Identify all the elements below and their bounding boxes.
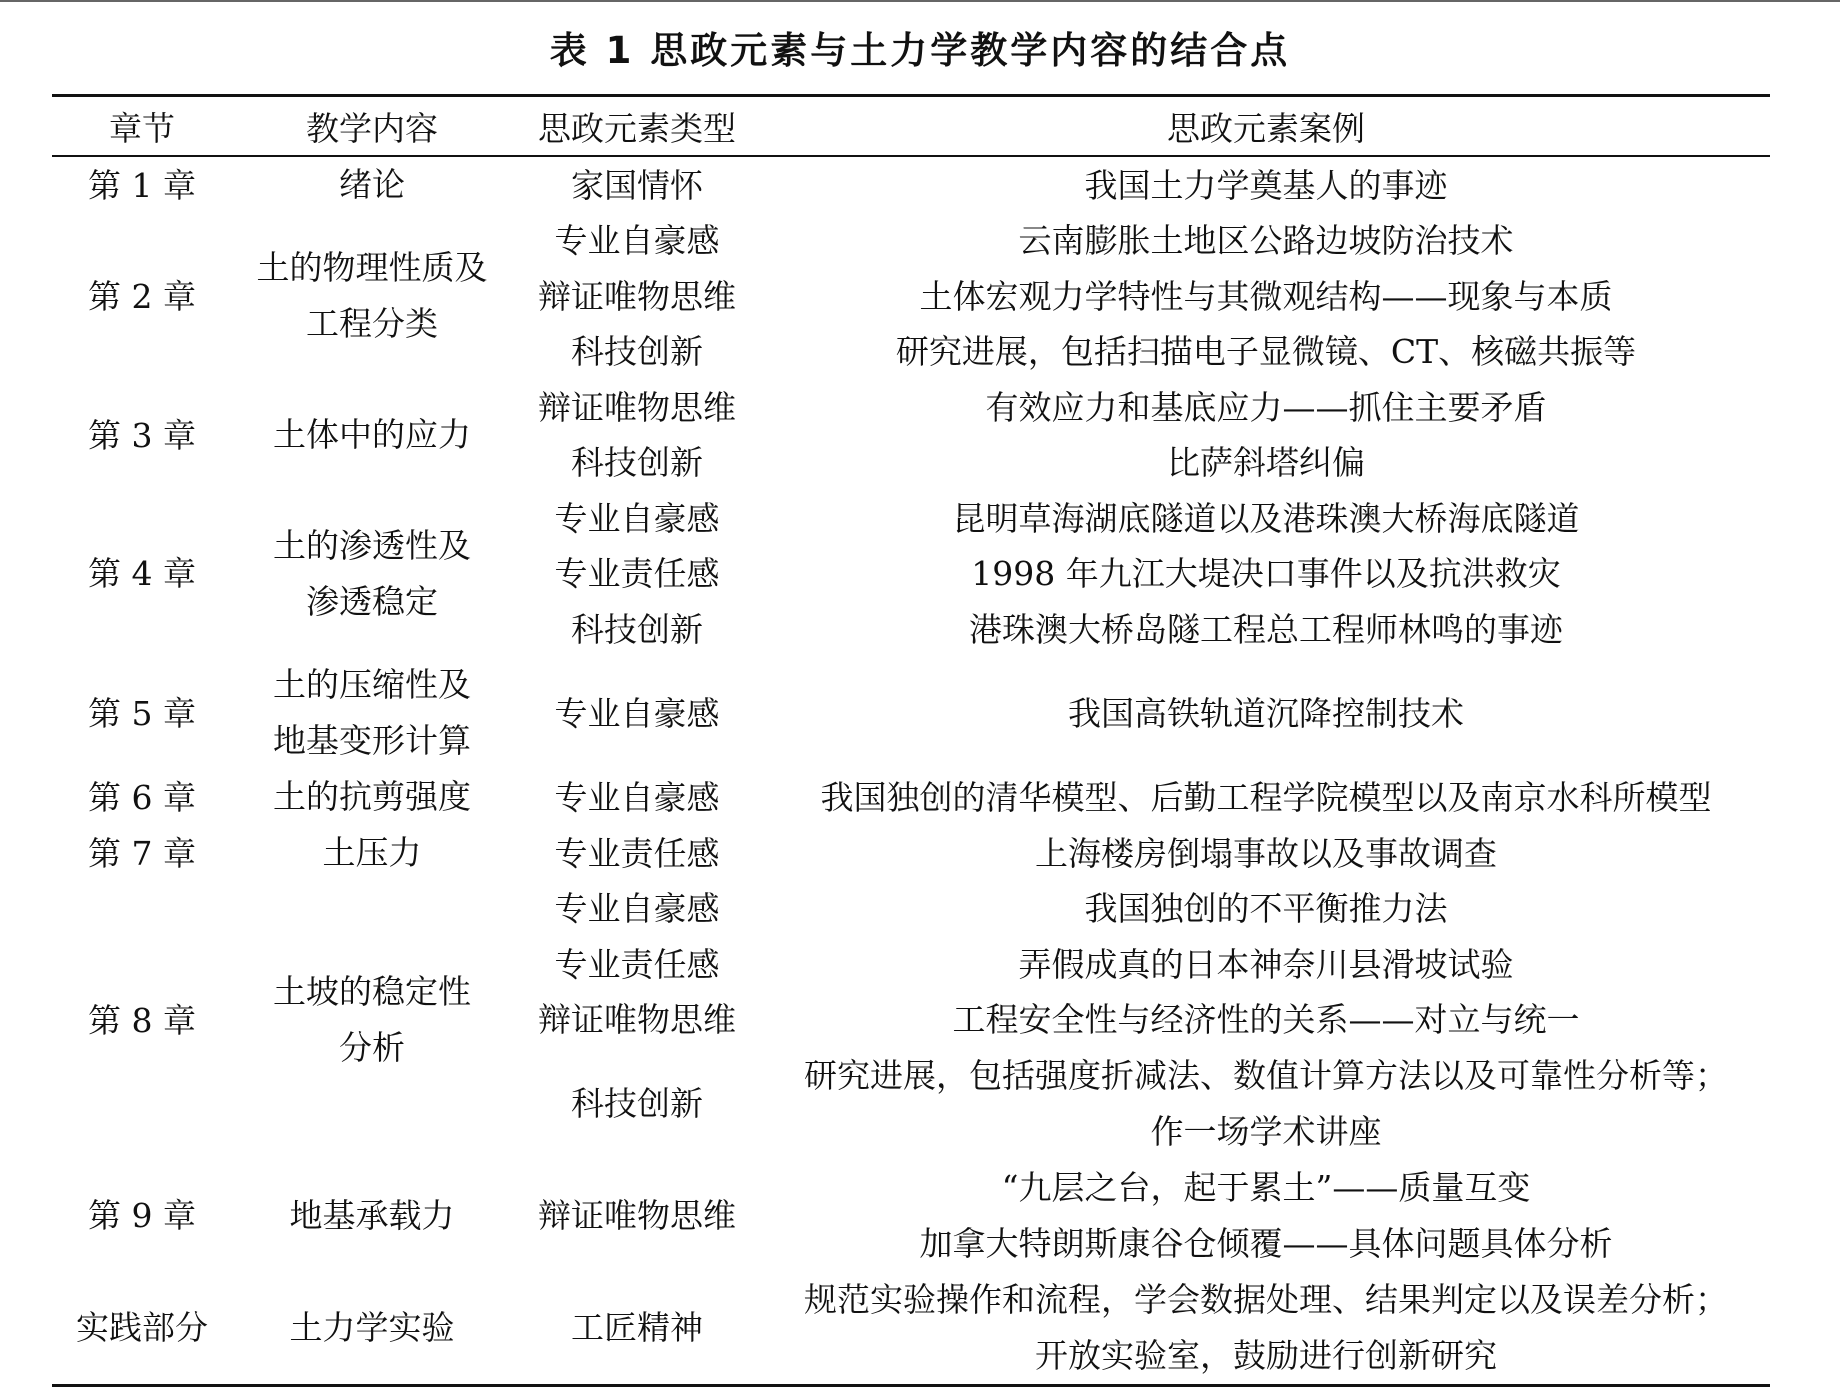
chapter-cell: 第 7 章 bbox=[88, 833, 196, 873]
teaching-content-line: 土坡的稳定性 bbox=[273, 972, 471, 1012]
element-type-cell: 科技创新 bbox=[571, 609, 703, 649]
teaching-content-line: 土的压缩性及 bbox=[273, 665, 471, 704]
element-case-line: 昆明草海湖底隧道以及港珠澳大桥海底隧道 bbox=[952, 498, 1580, 538]
element-case-cell bbox=[762, 269, 1770, 325]
element-type-cell: 专业自豪感 bbox=[554, 777, 720, 817]
teaching-content-line: 绪论 bbox=[339, 165, 405, 204]
element-case-line: 规范实验操作和流程，学会数据处理、结果判定以及误差分析； bbox=[804, 1279, 1728, 1319]
element-case-line: 工程安全性与经济性的关系——对立与统一 bbox=[952, 1000, 1580, 1040]
element-case-line: 加拿大特朗斯康谷仓倾覆——具体问题具体分析 bbox=[919, 1223, 1613, 1263]
top-rule bbox=[0, 0, 1840, 2]
table-row bbox=[52, 380, 1770, 436]
teaching-content-line: 分析 bbox=[339, 1028, 405, 1068]
header-row bbox=[52, 96, 1770, 157]
element-type-cell: 家国情怀 bbox=[571, 165, 703, 205]
element-case-cell bbox=[762, 992, 1770, 1048]
element-type-cell: 专业自豪感 bbox=[554, 221, 720, 261]
chapter-cell: 第 2 章 bbox=[88, 276, 196, 316]
element-case-line: 我国土力学奠基人的事迹 bbox=[1084, 165, 1448, 205]
chapter-cell: 实践部分 bbox=[76, 1308, 208, 1347]
element-case-line: 土体宏观力学特性与其微观结构——现象与本质 bbox=[919, 276, 1613, 316]
teaching-content-cell bbox=[232, 213, 512, 380]
teaching-content-cell bbox=[232, 156, 512, 213]
content-table bbox=[52, 94, 1770, 1387]
chapter-cell: 第 3 章 bbox=[88, 415, 196, 455]
element-type-cell: 辩证唯物思维 bbox=[538, 387, 736, 427]
table-row bbox=[52, 825, 1770, 881]
chapter-cell: 第 8 章 bbox=[88, 1000, 196, 1040]
table-caption: 表 1 思政元素与土力学教学内容的结合点 bbox=[549, 29, 1291, 72]
element-type-cell: 专业责任感 bbox=[554, 833, 720, 873]
teaching-content-cell bbox=[232, 881, 512, 1160]
element-type-cell: 辩证唯物思维 bbox=[538, 276, 736, 316]
teaching-content-line: 渗透稳定 bbox=[306, 581, 438, 621]
element-case-cell bbox=[762, 825, 1770, 881]
header-element-type: 思政元素类型 bbox=[512, 96, 762, 157]
table-row bbox=[52, 491, 1770, 547]
element-case-line: 我国独创的不平衡推力法 bbox=[1084, 889, 1448, 929]
element-case-line: 1998 年九江大堤决口事件以及抗洪救灾 bbox=[971, 554, 1561, 594]
element-case-line: 弄假成真的日本神奈川县滑坡试验 bbox=[1018, 944, 1514, 984]
chapter-cell: 第 5 章 bbox=[88, 693, 196, 733]
teaching-content-line: 土的渗透性及 bbox=[273, 525, 471, 565]
teaching-content-line: 土的抗剪强度 bbox=[273, 777, 471, 816]
teaching-content-line: 工程分类 bbox=[306, 304, 438, 344]
teaching-content-cell bbox=[232, 825, 512, 881]
element-case-cell bbox=[762, 769, 1770, 825]
table-row bbox=[52, 881, 1770, 937]
teaching-content-cell bbox=[232, 769, 512, 825]
element-type-cell: 辩证唯物思维 bbox=[538, 1196, 736, 1235]
element-case-cell bbox=[762, 937, 1770, 993]
teaching-content-line: 土的物理性质及 bbox=[256, 248, 488, 288]
element-case-cell bbox=[762, 491, 1770, 547]
element-case-line: 云南膨胀土地区公路边坡防治技术 bbox=[1018, 221, 1514, 261]
table-row bbox=[52, 1160, 1770, 1272]
table-body bbox=[52, 156, 1770, 1385]
header-element-case: 思政元素案例 bbox=[762, 96, 1770, 157]
element-case-cell bbox=[762, 1272, 1770, 1386]
element-case-line: 我国高铁轨道沉降控制技术 bbox=[1068, 693, 1464, 733]
table-row bbox=[52, 769, 1770, 825]
element-case-line: 有效应力和基底应力——抓住主要矛盾 bbox=[985, 387, 1547, 427]
element-case-line: 港珠澳大桥岛隧工程总工程师林鸣的事迹 bbox=[969, 609, 1563, 649]
element-case-line: 上海楼房倒塌事故以及事故调查 bbox=[1035, 833, 1497, 873]
element-type-cell: 专业责任感 bbox=[554, 944, 720, 984]
element-case-line: 研究进展，包括强度折减法、数值计算方法以及可靠性分析等； bbox=[804, 1055, 1728, 1095]
element-type-cell: 辩证唯物思维 bbox=[538, 1000, 736, 1040]
element-case-line: 开放实验室，鼓励进行创新研究 bbox=[1035, 1335, 1497, 1375]
element-type-cell: 工匠精神 bbox=[571, 1308, 703, 1347]
element-case-cell bbox=[762, 657, 1770, 769]
teaching-content-line: 地基承载力 bbox=[289, 1195, 455, 1235]
element-type-cell: 科技创新 bbox=[571, 443, 703, 483]
teaching-content-line: 土压力 bbox=[322, 833, 422, 872]
element-case-cell bbox=[762, 602, 1770, 658]
header-chapter: 章节 bbox=[52, 96, 232, 157]
table-row bbox=[52, 657, 1770, 769]
element-case-cell bbox=[762, 213, 1770, 269]
table-row bbox=[52, 213, 1770, 269]
table-row bbox=[52, 156, 1770, 213]
element-type-cell: 专业自豪感 bbox=[554, 693, 720, 733]
teaching-content-cell bbox=[232, 491, 512, 658]
element-case-line: 作一场学术讲座 bbox=[1150, 1111, 1382, 1151]
teaching-content-cell bbox=[232, 657, 512, 769]
element-case-cell bbox=[762, 156, 1770, 213]
element-type-cell: 专业自豪感 bbox=[554, 889, 720, 929]
teaching-content-line: 地基变形计算 bbox=[273, 721, 471, 760]
element-case-cell bbox=[762, 324, 1770, 380]
element-case-cell bbox=[762, 881, 1770, 937]
element-case-cell bbox=[762, 546, 1770, 602]
element-case-cell bbox=[762, 435, 1770, 491]
teaching-content-line: 土体中的应力 bbox=[273, 415, 471, 454]
element-case-line: “九层之台，起于累土”——质量互变 bbox=[1001, 1167, 1531, 1207]
teaching-content-cell bbox=[232, 1160, 512, 1272]
element-case-cell bbox=[762, 380, 1770, 436]
chapter-cell: 第 6 章 bbox=[88, 777, 196, 817]
teaching-content-line: 土力学实验 bbox=[289, 1307, 455, 1347]
teaching-content-cell bbox=[232, 1272, 512, 1386]
element-case-line: 我国独创的清华模型、后勤工程学院模型以及南京水科所模型 bbox=[820, 777, 1712, 817]
element-type-cell: 专业自豪感 bbox=[554, 498, 720, 538]
element-type-cell: 科技创新 bbox=[571, 1084, 703, 1123]
element-type-cell: 专业责任感 bbox=[554, 554, 720, 594]
teaching-content-cell bbox=[232, 380, 512, 491]
chapter-cell: 第 4 章 bbox=[88, 554, 196, 594]
element-type-cell: 科技创新 bbox=[571, 332, 703, 372]
element-case-cell bbox=[762, 1160, 1770, 1272]
element-case-line: 比萨斜塔纠偏 bbox=[1167, 443, 1365, 483]
element-case-cell bbox=[762, 1048, 1770, 1160]
header-content: 教学内容 bbox=[232, 96, 512, 157]
table-container bbox=[52, 94, 1770, 1387]
table-row bbox=[52, 1272, 1770, 1386]
chapter-cell: 第 1 章 bbox=[88, 165, 196, 205]
chapter-cell: 第 9 章 bbox=[88, 1196, 196, 1235]
element-case-line: 研究进展，包括扫描电子显微镜、CT、核磁共振等 bbox=[895, 332, 1637, 372]
